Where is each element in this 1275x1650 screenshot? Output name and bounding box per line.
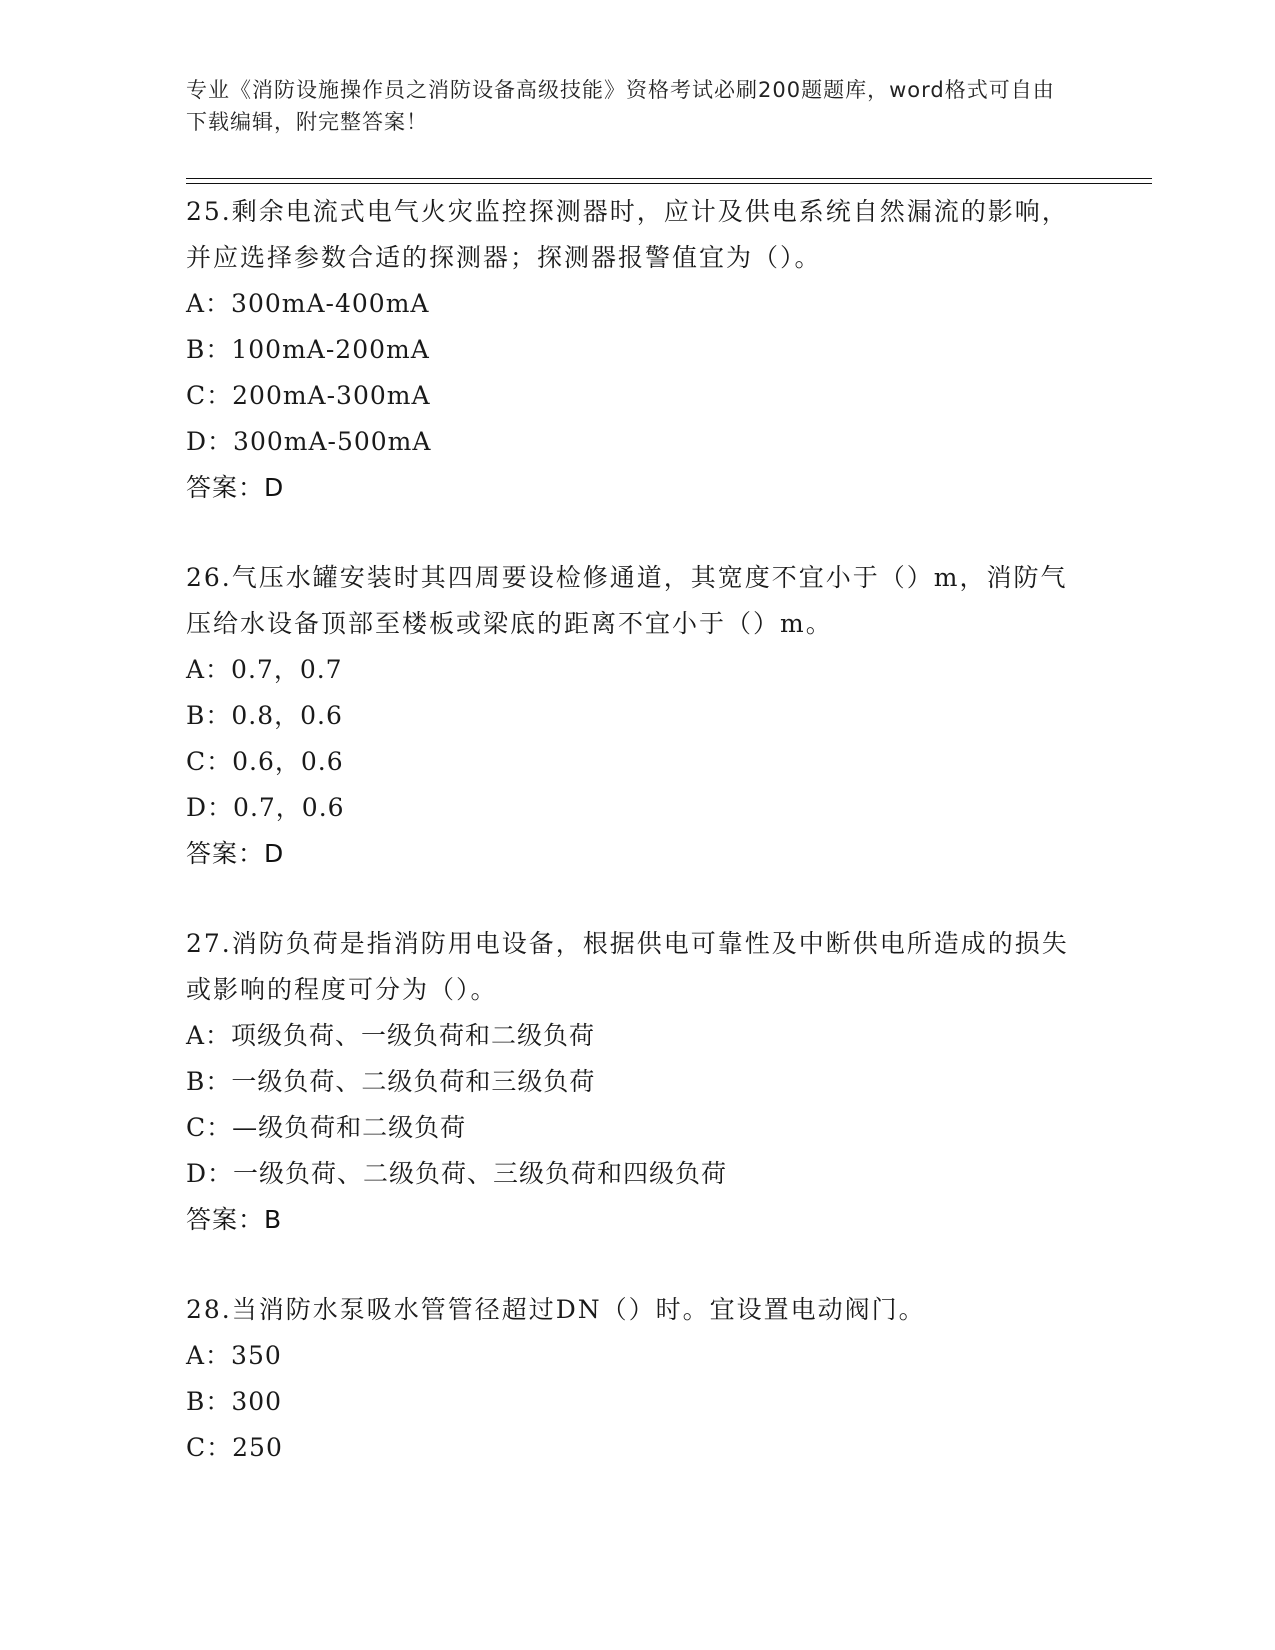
option-a: A：项级负荷、一级负荷和二级负荷	[186, 1021, 596, 1050]
option-a: A：300mA-400mA	[186, 289, 430, 318]
question-stem: 25.剩余电流式电气火灾监控探测器时，应计及供电系统自然漏流的影响，并应选择参数合适的探测器；探测器报警值宜为（）。	[186, 197, 1069, 272]
option-a: A：0.7，0.7	[186, 655, 343, 684]
option-d: D：300mA-500mA	[186, 427, 432, 456]
option-d: D：0.7，0.6	[186, 793, 345, 822]
option-b: B：0.8，0.6	[186, 701, 343, 730]
option-b: B：100mA-200mA	[186, 335, 430, 364]
question-list	[186, 189, 1086, 1515]
question-stem: 27.消防负荷是指消防用电设备，根据供电可靠性及中断供电所造成的损失或影响的程度可分为（）。	[186, 929, 1069, 1004]
option-c: C：250	[186, 1433, 283, 1462]
page-header: 专业《消防设施操作员之消防设备高级技能》资格考试必刷200题题库，word格式可自由下载编辑，附完整答案！	[186, 78, 1055, 134]
answer-label: 答案：D	[186, 473, 285, 502]
question-stem: 26.气压水罐安装时其四周要设检修通道，其宽度不宜小于（）m，消防气压给水设备顶部至楼板或梁底的距离不宜小于（）m。	[186, 563, 1068, 638]
header-divider-top	[186, 178, 1152, 179]
option-a: A：350	[186, 1341, 282, 1370]
question-27	[186, 921, 1086, 1243]
option-c: C：200mA-300mA	[186, 381, 431, 410]
question-25	[186, 189, 1086, 511]
question-28	[186, 1287, 1086, 1471]
question-stem: 28.当消防水泵吸水管管径超过DN（）时。宜设置电动阀门。	[186, 1295, 926, 1324]
option-c: C：—级负荷和二级负荷	[186, 1113, 467, 1142]
header-divider-bottom	[186, 183, 1152, 184]
option-b: B：300	[186, 1387, 283, 1416]
answer-label: 答案：D	[186, 839, 285, 868]
question-26	[186, 555, 1086, 877]
option-c: C：0.6，0.6	[186, 747, 344, 776]
option-b: B：一级负荷、二级负荷和三级负荷	[186, 1067, 596, 1096]
answer-label: 答案：B	[186, 1205, 283, 1234]
option-d: D：一级负荷、二级负荷、三级负荷和四级负荷	[186, 1159, 728, 1188]
